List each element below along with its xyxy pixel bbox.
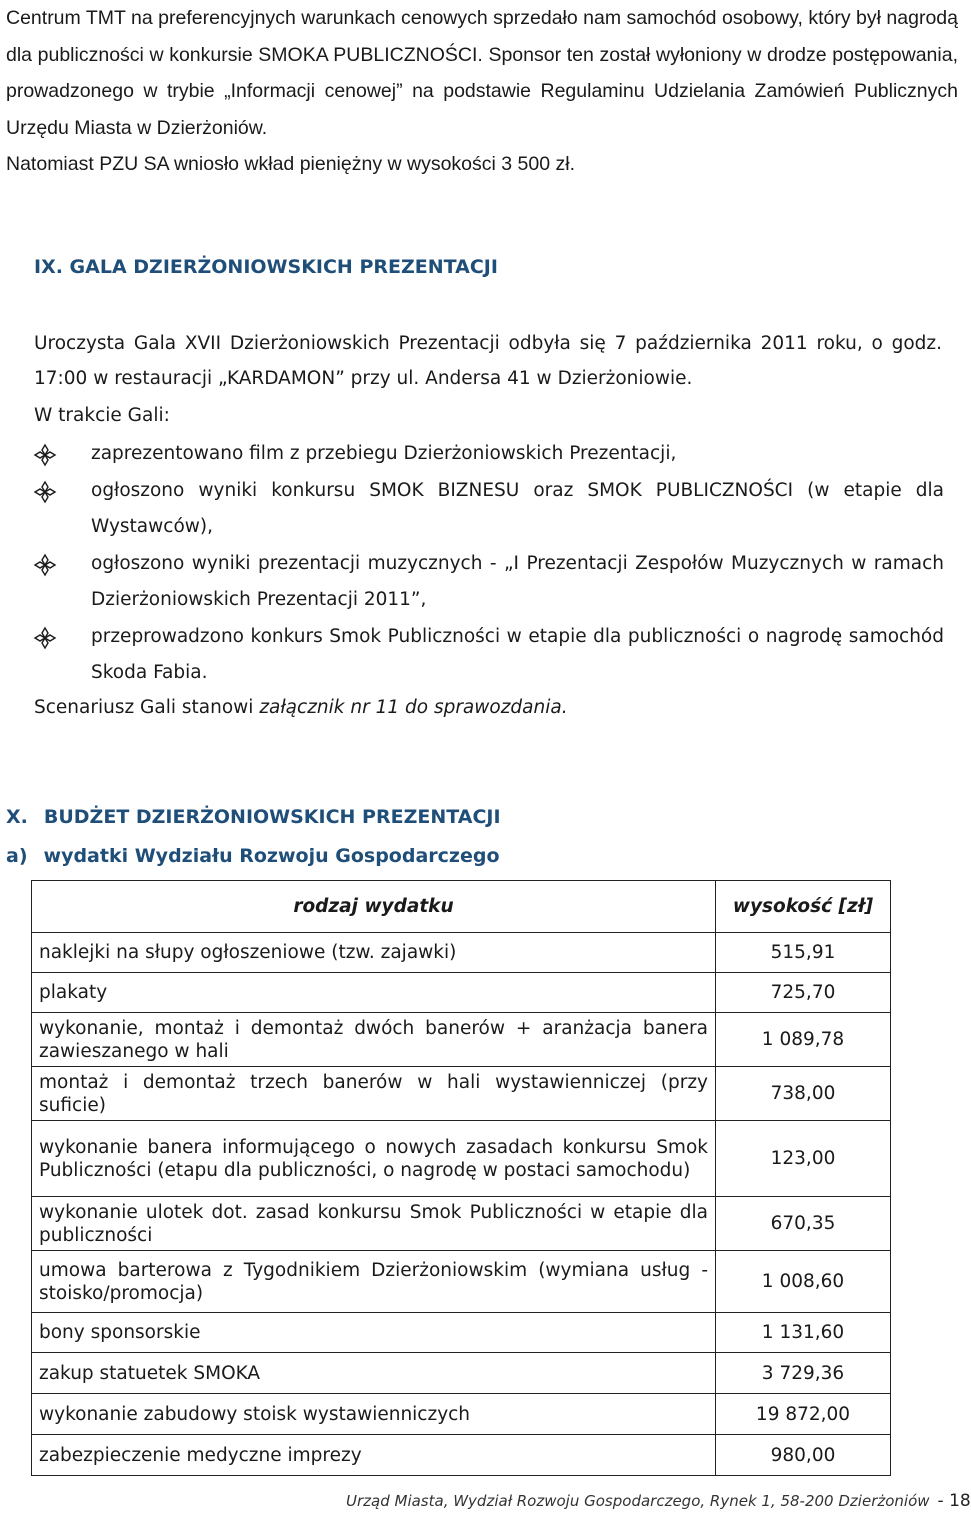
expense-name: naklejki na słupy ogłoszeniowe (tzw. zajawki) <box>32 933 716 973</box>
table-row <box>32 1013 891 1067</box>
gala-paragraph: Uroczysta Gala XVII Dzierżoniowskich Prezentacji odbyła się 7 października 2011 roku, o godz. 17:00 w restauracji „KARDAMON” przy ul. Andersa 41 w Dzierżoniowie. <box>34 333 942 389</box>
expense-amount: 980,00 <box>716 1435 891 1476</box>
intro-text: Centrum TMT na preferencyjnych warunkach cenowych sprzedało nam samochód osobowy, który był nagrodą dla publiczności w konkursie SMOKA PUBLICZNOŚCI. Sponsor ten został wyłoniony w drodze postępowania, prowadzonego w trybie „Informacji cenowej” na podstawie Regulaminu Udzielania Zamówień Publicznych Urzędu Miasta w Dzierżoniów. <box>6 7 958 139</box>
expense-amount: 3 729,36 <box>716 1353 891 1394</box>
expense-name: zabezpieczenie medyczne imprezy <box>32 1435 716 1476</box>
diamond-bullet-icon <box>34 546 56 582</box>
expense-amount: 1 089,78 <box>716 1013 891 1067</box>
page-footer <box>346 1491 971 1511</box>
expense-name: wykonanie banera informującego o nowych zasadach konkursu Smok Publiczności (etapu dla publiczności, o nagrodę w postaci samochodu) <box>32 1121 716 1197</box>
expense-amount: 725,70 <box>716 973 891 1013</box>
page-number: - 18 <box>937 1491 971 1511</box>
expense-name: bony sponsorskie <box>32 1313 716 1353</box>
intro-last-line: Natomiast PZU SA wniosło wkład pieniężny w wysokości 3 500 zł. <box>6 153 575 175</box>
column-header-amount: wysokość [zł] <box>716 881 891 933</box>
table-row <box>32 1251 891 1313</box>
table-row <box>32 933 891 973</box>
expense-amount: 19 872,00 <box>716 1394 891 1435</box>
expense-amount: 1 008,60 <box>716 1251 891 1313</box>
table-row <box>32 1197 891 1251</box>
section-x-heading: X. BUDŻET DZIERŻONIOWSKICH PREZENTACJI <box>6 806 501 828</box>
expense-amount: 1 131,60 <box>716 1313 891 1353</box>
expense-name: wykonanie, montaż i demontaż dwóch banerów + aranżacja banera zawieszanego w hali <box>32 1013 716 1067</box>
table-row <box>32 973 891 1013</box>
table-row <box>32 1067 891 1121</box>
gala-during-label: W trakcie Gali: <box>34 405 170 426</box>
footer-address: Urząd Miasta, Wydział Rozwoju Gospodarczego, Rynek 1, 58-200 Dzierżoniów <box>346 1492 930 1510</box>
diamond-bullet-icon <box>34 473 56 509</box>
gala-bullet-list <box>34 436 944 692</box>
table-row <box>32 1353 891 1394</box>
column-header-expense-type: rodzaj wydatku <box>32 881 716 933</box>
expense-name: zakup statuetek SMOKA <box>32 1353 716 1394</box>
expense-name: wykonanie zabudowy stoisk wystawienniczych <box>32 1394 716 1435</box>
table-row <box>32 1435 891 1476</box>
expense-name: plakaty <box>32 973 716 1013</box>
attachment-reference: załącznik nr 11 do sprawozdania. <box>259 697 568 718</box>
expense-amount: 738,00 <box>716 1067 891 1121</box>
list-item: ogłoszono wyniki konkursu SMOK BIZNESU oraz SMOK PUBLICZNOŚCI (w etapie dla Wystawców), <box>34 473 944 546</box>
expenses-table <box>31 880 891 1476</box>
intro-paragraph <box>6 0 958 183</box>
section-ix-heading: IX. GALA DZIERŻONIOWSKICH PREZENTACJI <box>34 256 498 278</box>
expense-name: montaż i demontaż trzech banerów w hali wystawienniczej (przy suficie) <box>32 1067 716 1121</box>
expense-name: umowa barterowa z Tygodnikiem Dzierżoniowskim (wymiana usług - stoisko/promocja) <box>32 1251 716 1313</box>
expense-amount: 670,35 <box>716 1197 891 1251</box>
table-row <box>32 1313 891 1353</box>
table-row <box>32 1121 891 1197</box>
expense-name: wykonanie ulotek dot. zasad konkursu Smok Publiczności w etapie dla publiczności <box>32 1197 716 1251</box>
expense-amount: 123,00 <box>716 1121 891 1197</box>
list-item: ogłoszono wyniki prezentacji muzycznych - „I Prezentacji Zespołów Muzycznych w ramach Dzierżoniowskich Prezentacji 2011”, <box>34 546 944 619</box>
diamond-bullet-icon <box>34 619 56 655</box>
scenario-line: Scenariusz Gali stanowi załącznik nr 11 do sprawozdania. <box>34 697 568 718</box>
table-header-row <box>32 881 891 933</box>
table-row <box>32 1394 891 1435</box>
subsection-a-heading: a) wydatki Wydziału Rozwoju Gospodarczego <box>6 845 500 867</box>
expense-amount: 515,91 <box>716 933 891 973</box>
list-item: przeprowadzono konkurs Smok Publiczności w etapie dla publiczności o nagrodę samochód Skoda Fabia. <box>34 619 944 692</box>
list-item: zaprezentowano film z przebiegu Dzierżoniowskich Prezentacji, <box>34 436 944 473</box>
diamond-bullet-icon <box>34 436 56 472</box>
